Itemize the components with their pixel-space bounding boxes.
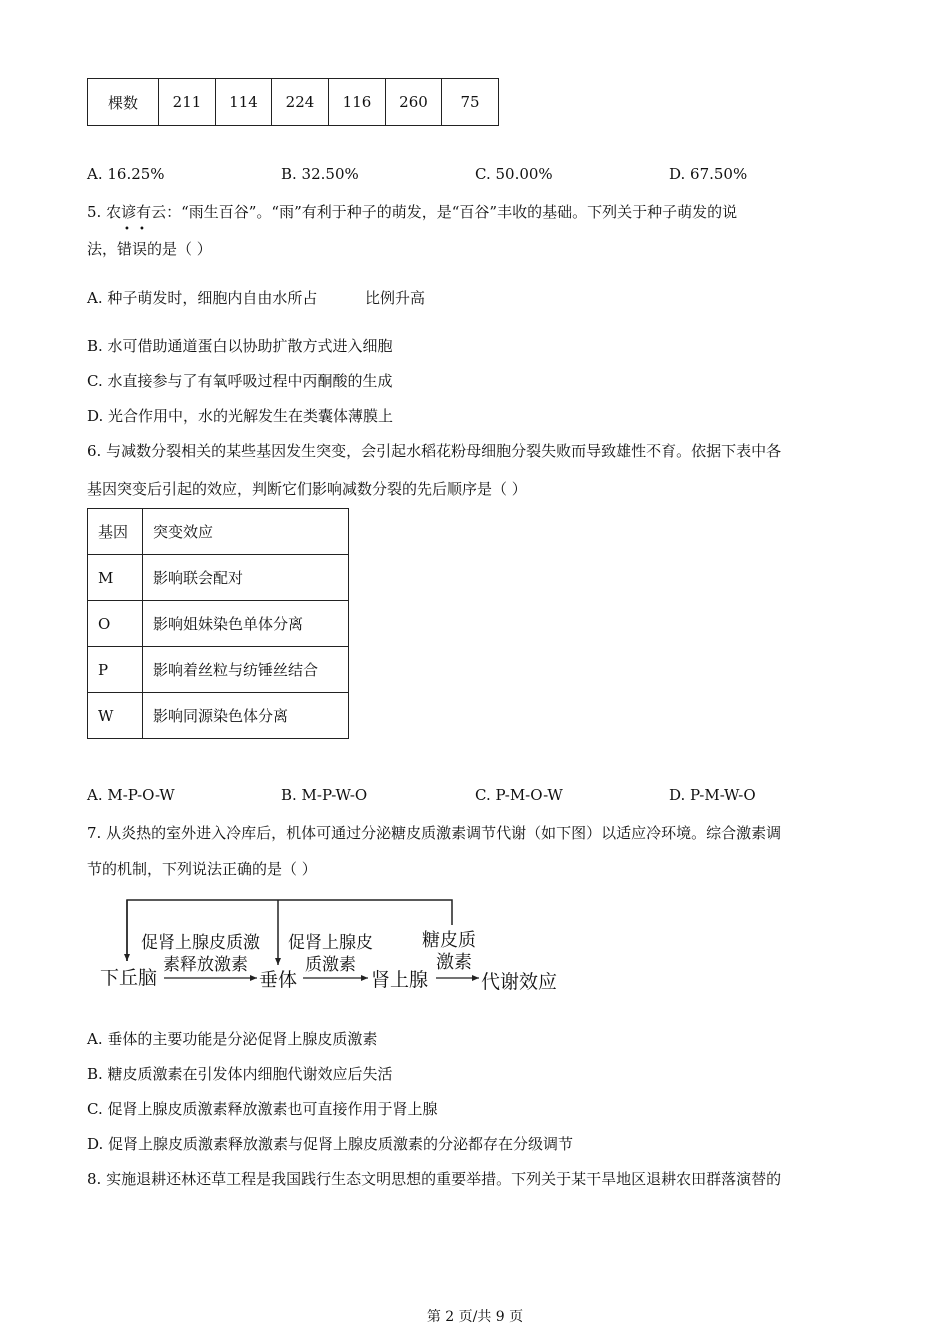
q8-stem-line1: 8. 实施退耕还林还草工程是我国践行生态文明思想的重要举措。下列关于某干旱地区退耕农田群落演替的 <box>87 1170 782 1188</box>
count-cell: 260 <box>386 79 442 126</box>
q7-option-d: D. 促肾上腺皮质激素释放激素与促肾上腺皮质激素的分泌都存在分级调节 <box>87 1135 574 1153</box>
q5-option-b: B. 水可借助通道蛋白以协助扩散方式进入细胞 <box>87 337 393 355</box>
count-table <box>87 78 499 126</box>
label-acth-line2: 质激素 <box>305 955 356 975</box>
q6-option-c: C. P-M-O-W <box>475 786 563 804</box>
q6-option-a: A. M-P-O-W <box>87 786 175 804</box>
effect-cell: 影响着丝粒与纺锤丝结合 <box>143 647 349 693</box>
gene-table <box>87 508 349 739</box>
table-row <box>88 509 349 555</box>
effect-cell: 影响同源染色体分离 <box>143 693 349 739</box>
q6-option-d: D. P-M-W-O <box>669 786 756 804</box>
label-crh-line2: 素释放激素 <box>163 955 248 975</box>
count-cell: 75 <box>442 79 499 126</box>
q7-option-b: B. 糖皮质激素在引发体内细胞代谢效应后失活 <box>87 1065 393 1083</box>
q7-stem-line2: 节的机制，下列说法正确的是（ ） <box>87 860 317 878</box>
q5-option-a: A. 种子萌发时，细胞内自由水所占 比例升高 <box>87 289 426 307</box>
label-crh-line1: 促肾上腺皮质激 <box>141 933 260 953</box>
q5-emphasis-text: 错误 <box>117 240 148 258</box>
table-row <box>88 693 349 739</box>
q5-stem-pre: 法， <box>87 240 118 258</box>
effect-cell: 影响姐妹染色单体分离 <box>143 601 349 647</box>
gene-cell: O <box>88 601 143 647</box>
q4-option-b: B. 32.50% <box>281 165 359 183</box>
q6-stem-line2: 基因突变后引起的效应，判断它们影响减数分裂的先后顺序是（ ） <box>87 480 527 498</box>
q7-stem-line1: 7. 从炎热的室外进入冷库后，机体可通过分泌糖皮质激素调节代谢（如下图）以适应冷环境。综合激素调 <box>87 824 782 842</box>
q5-stem-post: 的是（ ） <box>147 240 212 258</box>
q5-option-c: C. 水直接参与了有氧呼吸过程中丙酮酸的生成 <box>87 372 393 390</box>
gene-cell: P <box>88 647 143 693</box>
emphasis-dot: • <box>139 224 145 235</box>
q5-stem-line2 <box>87 224 212 259</box>
q5-stem-emphasis <box>117 224 148 258</box>
count-table-header: 棵数 <box>88 79 159 126</box>
q4-option-d: D. 67.50% <box>669 165 748 183</box>
table-row <box>88 601 349 647</box>
node-adrenal: 肾上腺 <box>371 969 429 991</box>
q4-option-a: A. 16.25% <box>87 165 165 183</box>
q4-option-c: C. 50.00% <box>475 165 553 183</box>
node-metabolic-effect: 代谢效应 <box>481 971 558 993</box>
hormone-regulation-diagram <box>95 893 575 998</box>
table-row <box>88 79 499 126</box>
gene-cell: W <box>88 693 143 739</box>
table-row <box>88 647 349 693</box>
q6-stem-line1: 6. 与减数分裂相关的某些基因发生突变，会引起水稻花粉母细胞分裂失败而导致雄性不育。依据下表中各 <box>87 442 782 460</box>
q5-stem-line1: 5. 农谚有云：“雨生百谷”。“雨”有利于种子的萌发，是“百谷”丰收的基础。下列关于种子萌发的说 <box>87 203 738 221</box>
label-glucocorticoid-line2: 激素 <box>436 952 472 973</box>
gene-table-header-effect: 突变效应 <box>143 509 349 555</box>
q7-option-a: A. 垂体的主要功能是分泌促肾上腺皮质激素 <box>87 1030 378 1048</box>
q5-option-d: D. 光合作用中，水的光解发生在类囊体薄膜上 <box>87 407 394 425</box>
page-footer: 第 2 页/共 9 页 <box>426 1309 524 1325</box>
count-cell: 211 <box>159 79 216 126</box>
effect-cell: 影响联会配对 <box>143 555 349 601</box>
count-cell: 116 <box>329 79 386 126</box>
count-cell: 114 <box>216 79 272 126</box>
node-hypothalamus: 下丘脑 <box>100 967 158 989</box>
emphasis-dot: • <box>124 224 130 235</box>
table-row <box>88 555 349 601</box>
gene-table-header-gene: 基因 <box>88 509 143 555</box>
label-glucocorticoid-line1: 糖皮质 <box>422 930 476 951</box>
node-pituitary: 垂体 <box>259 969 298 991</box>
gene-cell: M <box>88 555 143 601</box>
count-cell: 224 <box>272 79 329 126</box>
label-acth-line1: 促肾上腺皮 <box>288 933 373 953</box>
q6-option-b: B. M-P-W-O <box>281 786 368 804</box>
q7-option-c: C. 促肾上腺皮质激素释放激素也可直接作用于肾上腺 <box>87 1100 438 1118</box>
